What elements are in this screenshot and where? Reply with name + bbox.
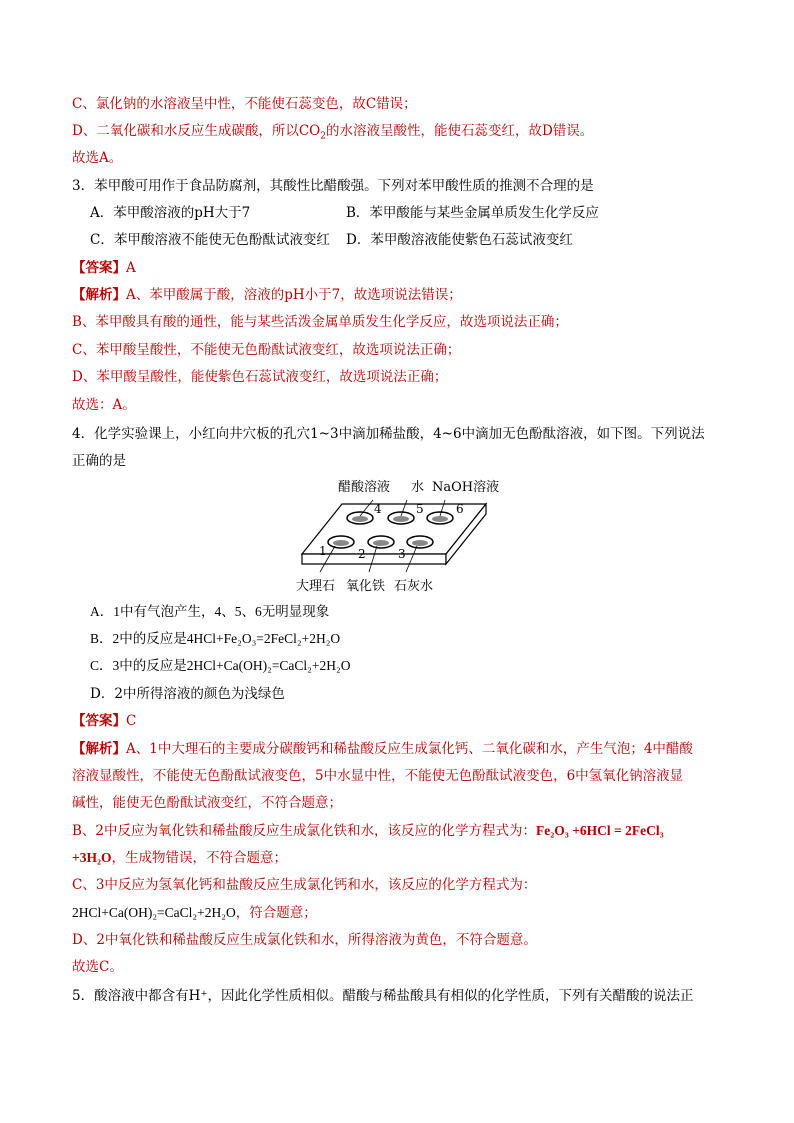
text-line: B、2中反应为氧化铁和稀盐酸反应生成氯化铁和水，该反应的化学方程式为：Fe₂O₃ +6HCl = 2FeCl₃ [72, 823, 664, 839]
text-line: C、苯甲酸呈酸性，不能使无色酚酞试液变红，故选项说法正确； [72, 342, 461, 358]
question-3-option-b: B．苯甲酸能与某些金属单质发生化学反应 [346, 205, 599, 221]
figure-label-iron-oxide: 氧化铁 [346, 579, 386, 594]
hole-number: 5 [416, 502, 424, 516]
question-4-stem: 4．化学实验课上，小红向井穴板的孔穴1~3中滴加稀盐酸，4~6中滴加无色酚酞溶液，如下图。下列说法 [72, 426, 705, 442]
question-3-stem: 3．苯甲酸可用作于食品防腐剂，其酸性比醋酸强。下列对苯甲酸性质的推测不合理的是 [72, 178, 594, 194]
text-line: C、氯化钠的水溶液呈中性，不能使石蕊变色，故C错误； [72, 96, 417, 112]
question-4-option-d: D．2中所得溶液的颜色为浅绿色 [90, 686, 285, 702]
text-line: C、3中反应为氢氧化钙和盐酸反应生成氯化钙和水，该反应的化学方程式为： [72, 877, 537, 893]
text-line: 故选C。 [72, 959, 123, 975]
hole-number: 6 [456, 502, 464, 516]
figure-label-naoh: NaOH溶液 [432, 480, 500, 495]
answer-4: 【答案】C [72, 713, 137, 729]
text-line: B、苯甲酸具有酸的通性，能与某些活泼金属单质发生化学反应，故选项说法正确； [72, 314, 568, 330]
text-line: D、苯甲酸呈酸性，能使紫色石蕊试液变红，故选项说法正确； [72, 369, 448, 385]
text-line: 故选：A。 [72, 397, 136, 413]
question-4-option-b: B．2中的反应是4HCl+Fe₂O₃=2FeCl₂+2H₂O [90, 631, 341, 646]
well-plate-figure [290, 476, 510, 598]
question-4-option-a: A．1中有气泡产生，4、5、6无明显现象 [90, 604, 330, 619]
text-line: 2HCl+Ca(OH)₂=CaCl₂+2H₂O，符合题意； [72, 905, 317, 921]
figure-label-limewater: 石灰水 [394, 579, 434, 594]
text-line: D、二氧化碳和水反应生成碳酸，所以$CO_2$的水溶液呈酸性，能使石蕊变红，故D错误。 [72, 123, 594, 142]
question-5-stem: 5．酸溶液中都含有H⁺，因此化学性质相似。醋酸与稀盐酸具有相似的化学性质，下列有关醋酸的说法正 [72, 988, 694, 1004]
question-3-option-a: A．苯甲酸溶液的pH大于7 [90, 205, 251, 221]
hole-number: 4 [374, 502, 382, 516]
explanation-3: 【解析】A、苯甲酸属于酸，溶液的pH小于7，故选项说法错误； [72, 287, 462, 303]
hole-number: 1 [319, 544, 327, 558]
text-line: 故选A。 [72, 150, 123, 166]
question-3-option-c: C．苯甲酸溶液不能使无色酚酞试液变红 [90, 232, 330, 248]
text-line: 溶液显酸性，不能使无色酚酞试液变色，5中水显中性，不能使无色酚酞试液变色，6中氢氧化钠溶液显 [72, 768, 684, 784]
text-line: D、2中氧化铁和稀盐酸反应生成氯化铁和水，所得溶液为黄色，不符合题意。 [72, 932, 537, 948]
answer-3: 【答案】A [72, 260, 136, 276]
question-3-option-d: D．苯甲酸溶液能使紫色石蕊试液变红 [346, 232, 573, 248]
hole-number: 2 [358, 547, 366, 561]
text-line: 碱性，能使无色酚酞试液变红，不符合题意； [72, 795, 342, 811]
question-4-stem-cont: 正确的是 [72, 453, 126, 469]
question-4-option-c: C．3中的反应是2HCl+Ca(OH)₂=CaCl₂+2H₂O [90, 658, 351, 673]
figure-label-water: 水 [411, 480, 425, 495]
explanation-4: 【解析】A、1中大理石的主要成分碳酸钙和稀盐酸反应生成氯化钙、二氧化碳和水，产生气泡；4中醋酸 [72, 741, 693, 757]
figure-label-acetic-acid: 醋酸溶液 [338, 480, 391, 495]
text-line: +3H₂O，生成物错误，不符合题意； [72, 850, 287, 866]
hole-number: 3 [398, 547, 406, 561]
figure-label-marble: 大理石 [296, 579, 336, 594]
